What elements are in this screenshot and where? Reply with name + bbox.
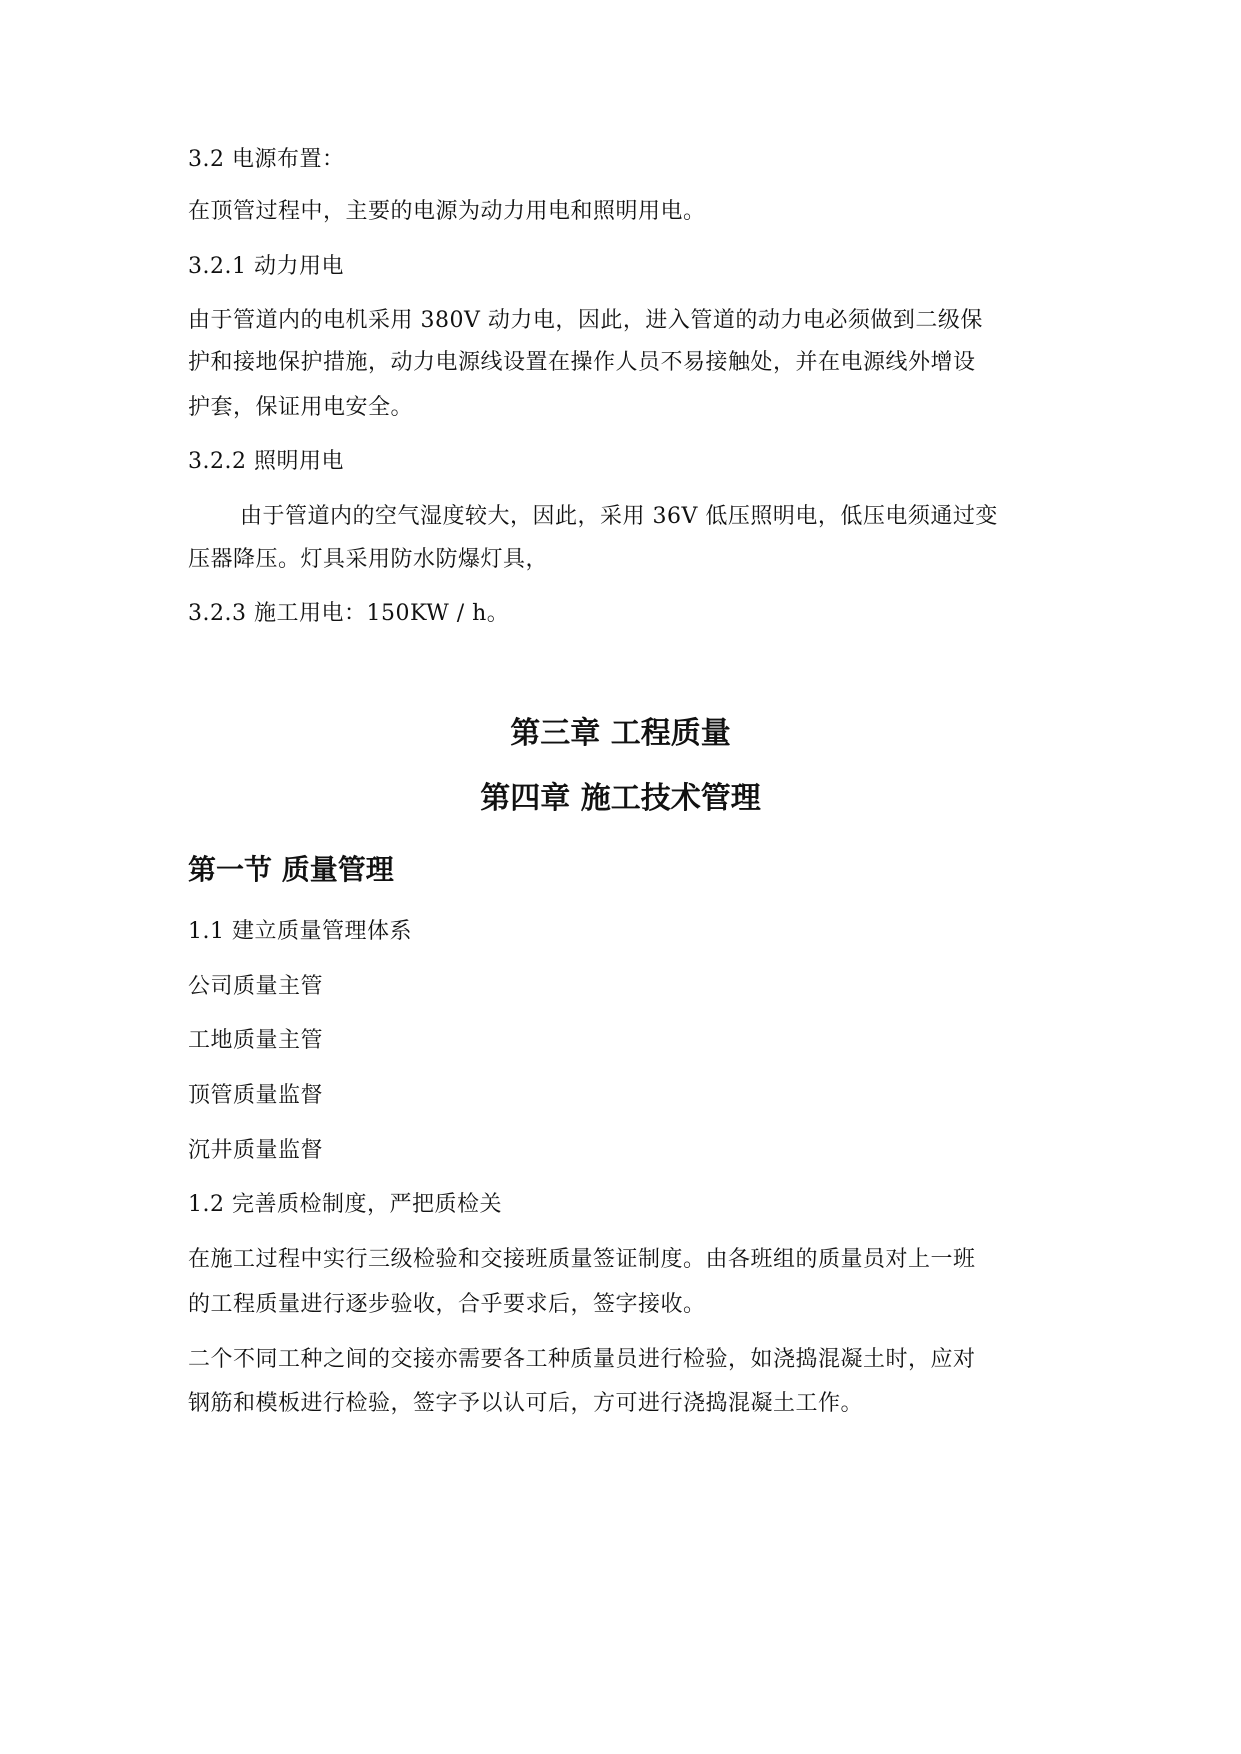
paragraph-check-line-1: 在施工过程中实行三级检验和交接班质量签证制度。由各班组的质量员对上一班	[188, 1247, 976, 1272]
heading-3-2: 3.2 电源布置：	[188, 147, 345, 172]
chapter-3-title: 第三章 工程质量	[510, 716, 731, 751]
heading-3-2-1: 3.2.1 动力用电	[188, 254, 344, 279]
paragraph-trade-line-1: 二个不同工种之间的交接亦需要各工种质量员进行检验，如浇捣混凝土时，应对	[188, 1347, 976, 1372]
heading-1-1: 1.1 建立质量管理体系	[188, 919, 412, 944]
heading-1-2: 1.2 完善质检制度，严把质检关	[188, 1192, 502, 1217]
paragraph-lighting-line-2: 压器降压。灯具采用防水防爆灯具，	[188, 547, 549, 572]
list-item: 工地质量主管	[188, 1028, 324, 1053]
paragraph-power-source-intro: 在顶管过程中，主要的电源为动力用电和照明用电。	[188, 199, 706, 224]
heading-3-2-3: 3.2.3 施工用电：150KW / h。	[188, 601, 510, 626]
paragraph-check-line-2: 的工程质量进行逐步验收，合乎要求后，签字接收。	[188, 1292, 706, 1317]
paragraph-power-line-1: 由于管道内的电机采用 380V 动力电，因此，进入管道的动力电必须做到二级保	[188, 308, 983, 333]
chapter-4-title: 第四章 施工技术管理	[480, 781, 761, 816]
paragraph-lighting-line-1: 由于管道内的空气湿度较大，因此，采用 36V 低压照明电，低压电须通过变	[240, 504, 998, 529]
heading-3-2-2: 3.2.2 照明用电	[188, 449, 344, 474]
paragraph-power-line-3: 护套，保证用电安全。	[188, 395, 414, 420]
paragraph-power-line-2: 护和接地保护措施，动力电源线设置在操作人员不易接触处，并在电源线外增设	[188, 350, 976, 375]
list-item: 公司质量主管	[188, 974, 324, 999]
paragraph-trade-line-2: 钢筋和模板进行检验，签字予以认可后，方可进行浇捣混凝土工作。	[188, 1391, 864, 1416]
list-item: 沉井质量监督	[188, 1138, 324, 1163]
section-1-title: 第一节 质量管理	[188, 853, 394, 886]
list-item: 顶管质量监督	[188, 1083, 324, 1108]
